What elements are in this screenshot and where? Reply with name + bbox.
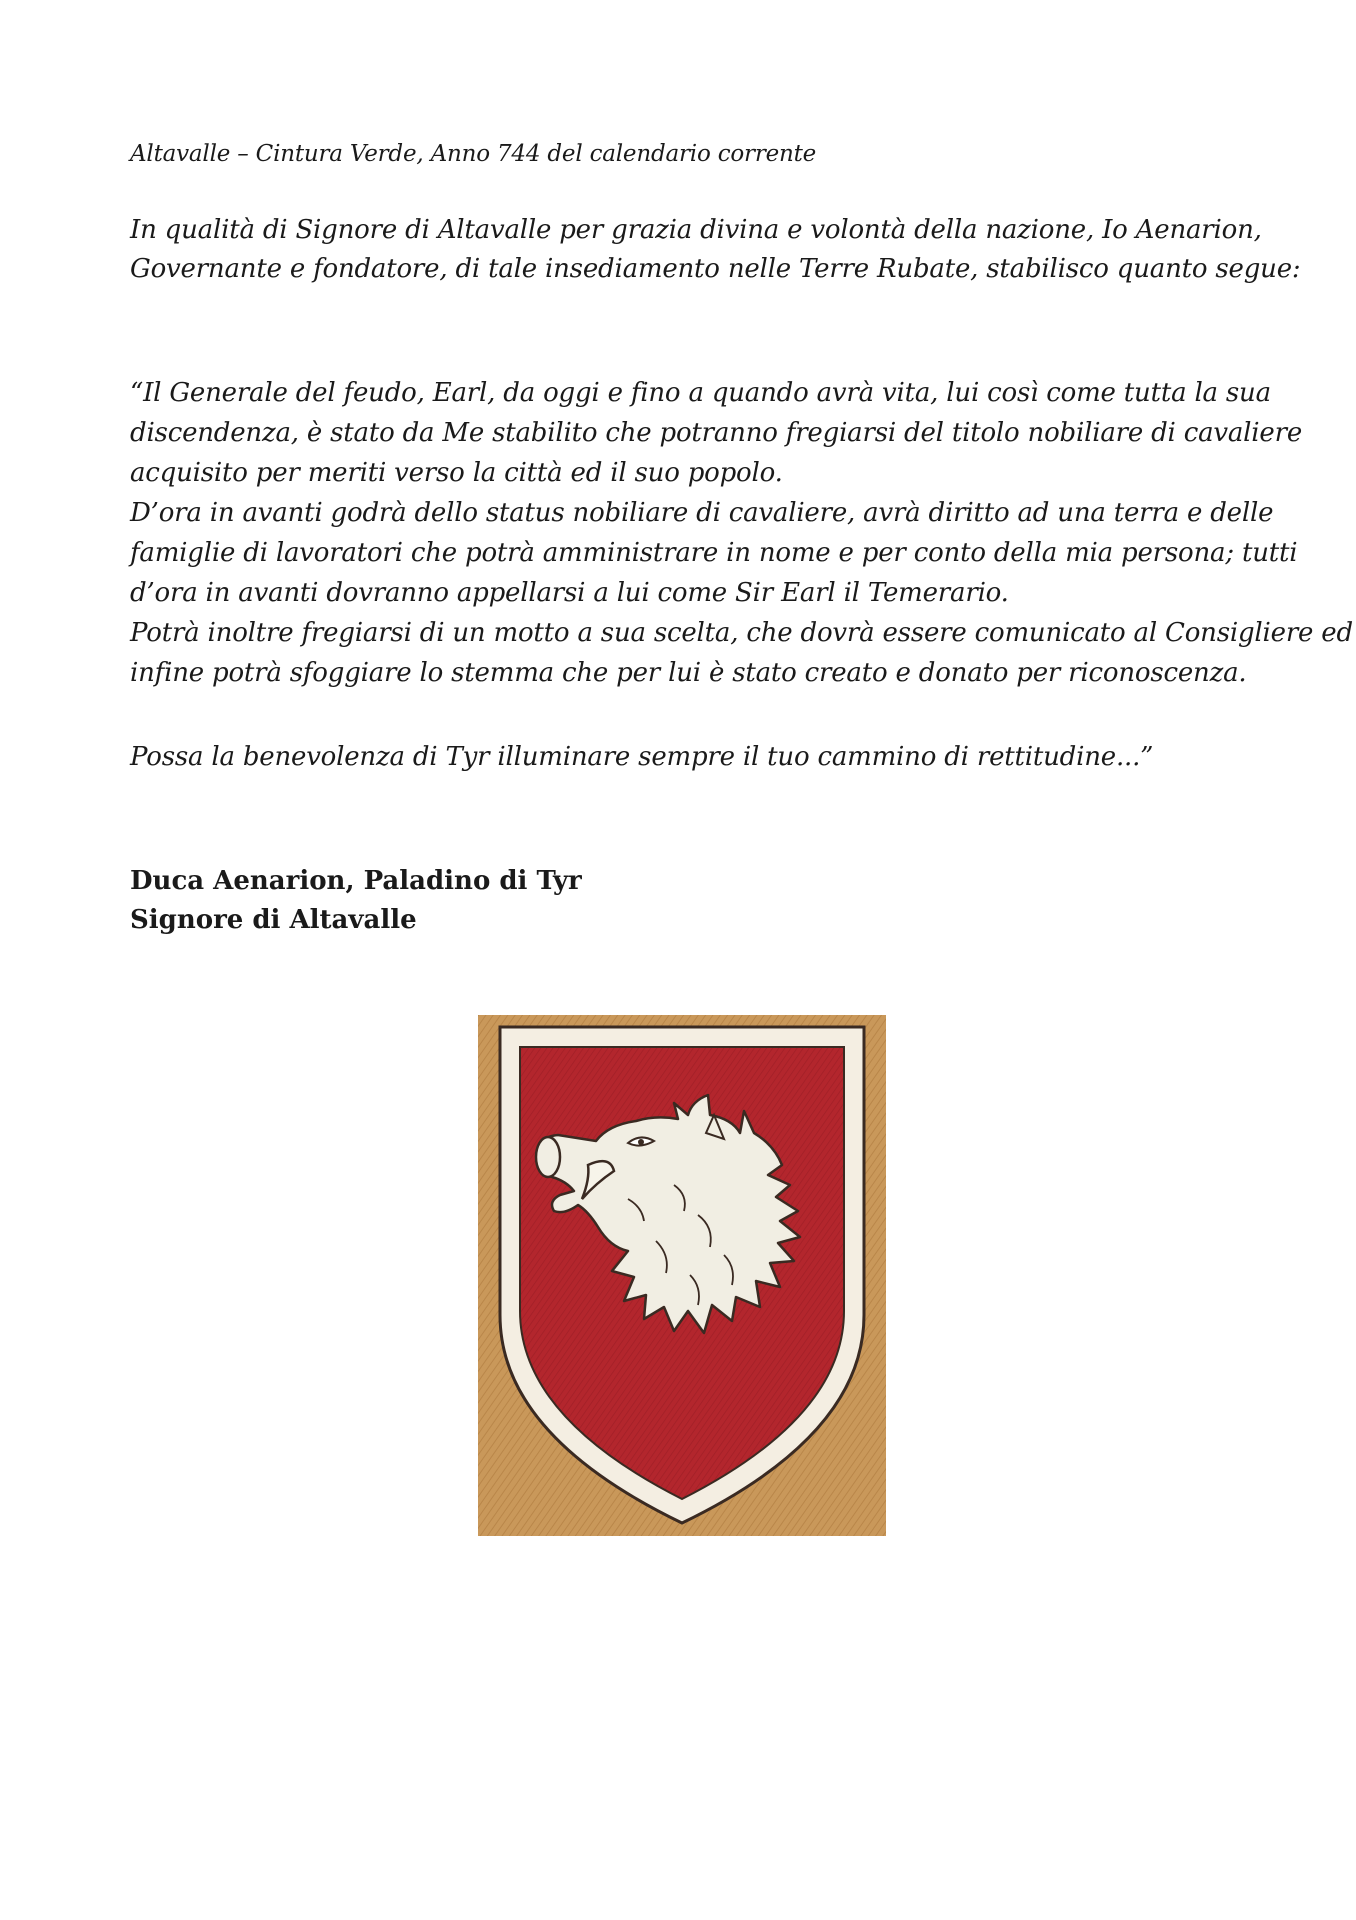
dateline: Altavalle – Cintura Verde, Anno 744 del calendario corrente <box>130 141 817 167</box>
decree-line-7: Potrà inoltre fregiarsi di un motto a sua scelta, che dovrà essere comunicato al Consigliere ed <box>130 618 1353 648</box>
blessing-line: Possa la benevolenza di Tyr illuminare sempre il tuo cammino di rettitudine...” <box>130 742 1154 772</box>
decree-line-4: D’ora in avanti godrà dello status nobiliare di cavaliere, avrà diritto ad una terra e delle <box>130 498 1274 528</box>
intro-line-2: Governante e fondatore, di tale insediamento nelle Terre Rubate, stabilisco quanto segue: <box>130 254 1301 284</box>
decree-line-2: discendenza, è stato da Me stabilito che potranno fregiarsi del titolo nobiliare di cavaliere <box>130 418 1303 448</box>
decree-line-8: infine potrà sfoggiare lo stemma che per lui è stato creato e donato per riconoscenza. <box>130 658 1247 688</box>
decree-line-6: d’ora in avanti dovranno appellarsi a lui come Sir Earl il Temerario. <box>130 578 1009 608</box>
signature-title: Signore di Altavalle <box>130 905 417 935</box>
signature-name: Duca Aenarion, Paladino di Tyr <box>130 866 582 896</box>
decree-line-3: acquisito per meriti verso la città ed il suo popolo. <box>130 458 783 488</box>
boar-head-shield-icon <box>478 1015 886 1536</box>
decree-line-1: “Il Generale del feudo, Earl, da oggi e fino a quando avrà vita, lui così come tutta la sua <box>130 378 1271 408</box>
decree-line-5: famiglie di lavoratori che potrà amministrare in nome e per conto della mia persona; tutti <box>130 538 1298 568</box>
intro-line-1: In qualità di Signore di Altavalle per grazia divina e volontà della nazione, Io Aenarion, <box>130 215 1262 245</box>
